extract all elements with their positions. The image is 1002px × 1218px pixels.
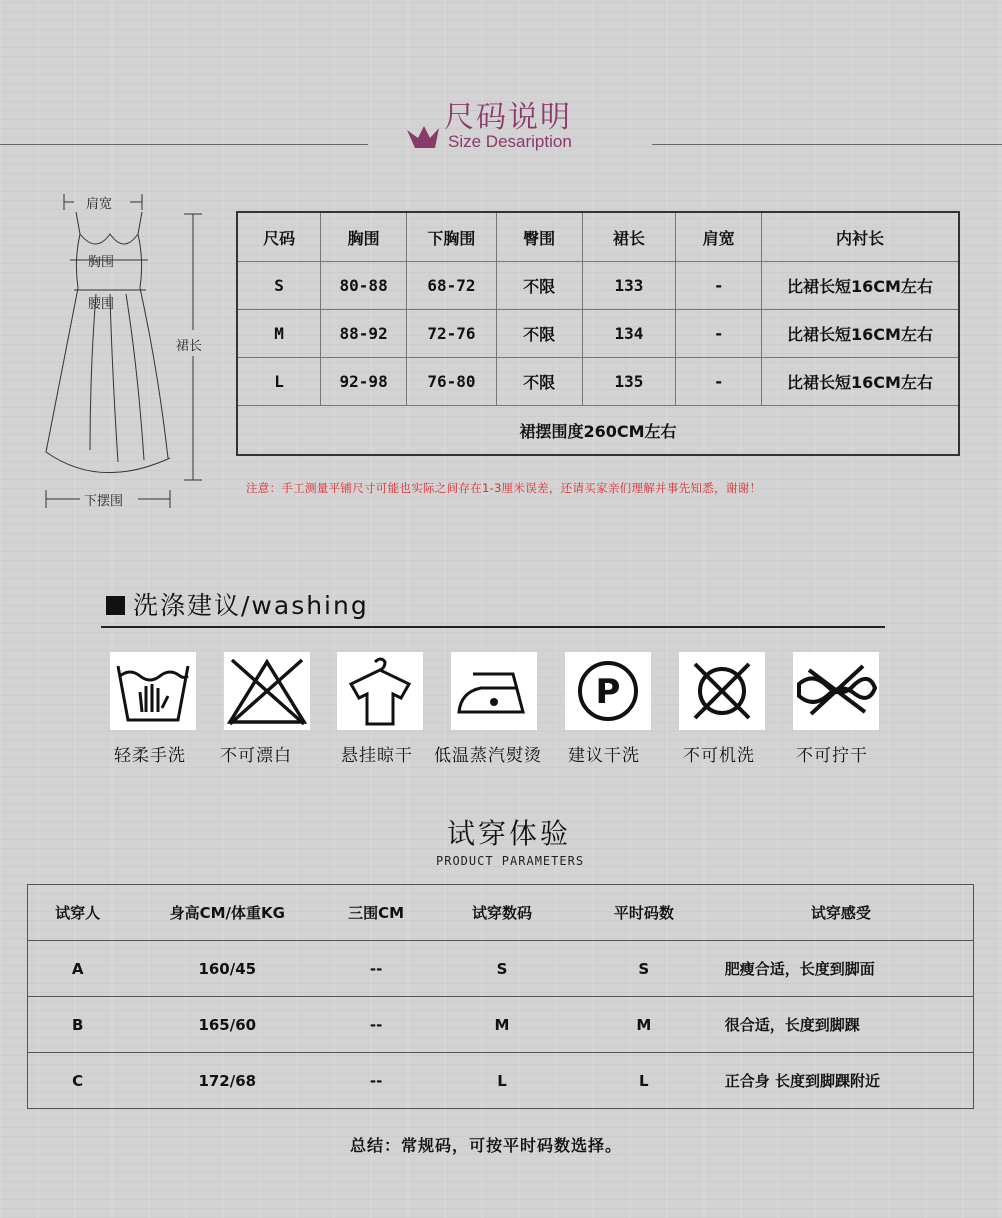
trial-header-cell: 身高CM/体重KG — [127, 885, 327, 941]
table-cell: L — [579, 1053, 709, 1109]
table-cell: 正合身 长度到脚踝附近 — [709, 1053, 974, 1109]
table-cell: M — [579, 997, 709, 1053]
size-header-cell: 下胸围 — [407, 212, 497, 262]
table-cell: L — [237, 358, 321, 406]
table-cell: -- — [327, 1053, 425, 1109]
square-bullet-icon — [106, 596, 125, 615]
size-header-cell: 裙长 — [582, 212, 676, 262]
table-cell: 76-80 — [407, 358, 497, 406]
washing-heading-text: 洗涤建议/washing — [133, 591, 369, 620]
label-hem: 下摆围 — [84, 494, 124, 509]
label-bust: 胸围 — [88, 255, 115, 270]
washing-label: 低温蒸汽熨烫 — [434, 746, 542, 766]
table-cell: B — [28, 997, 128, 1053]
table-cell: L — [425, 1053, 579, 1109]
trial-header-cell: 试穿数码 — [425, 885, 579, 941]
table-cell: 比裙长短16CM左右 — [762, 358, 960, 406]
hang-dry-icon — [337, 652, 423, 730]
table-cell: 92-98 — [321, 358, 407, 406]
table-cell: 88-92 — [321, 310, 407, 358]
trial-header-cell: 试穿感受 — [709, 885, 974, 941]
table-cell: - — [676, 262, 762, 310]
table-cell: 135 — [582, 358, 676, 406]
table-cell: 133 — [582, 262, 676, 310]
label-length: 裙长 — [176, 339, 203, 354]
trial-table-header — [28, 885, 974, 941]
washing-label: 不可拧干 — [796, 746, 868, 766]
dress-diagram — [40, 190, 220, 510]
table-cell: 68-72 — [407, 262, 497, 310]
size-table-header — [237, 212, 959, 262]
no-wring-icon — [793, 652, 879, 730]
trial-header-cell: 试穿人 — [28, 885, 128, 941]
trial-summary: 总结：常规码，可按平时码数选择。 — [350, 1136, 623, 1155]
table-cell: 72-76 — [407, 310, 497, 358]
table-row — [237, 262, 959, 310]
table-cell: C — [28, 1053, 128, 1109]
table-cell: 肥瘦合适，长度到脚面 — [709, 941, 974, 997]
measurement-note: 注意：手工测量平铺尺寸可能也实际之间存在1-3厘米误差，还请买家亲们理解并事先知悉，谢谢！ — [246, 481, 762, 495]
table-cell: 134 — [582, 310, 676, 358]
trial-title: 试穿体验 — [447, 817, 572, 850]
size-table — [236, 211, 960, 456]
table-cell: 很合适，长度到脚踝 — [709, 997, 974, 1053]
size-header-cell: 内衬长 — [762, 212, 960, 262]
crown-icon — [405, 124, 441, 152]
table-cell: 80-88 — [321, 262, 407, 310]
label-waist: 腰围 — [88, 297, 115, 312]
trial-table — [27, 884, 974, 1109]
table-row — [28, 941, 974, 997]
header-rule-left — [0, 144, 368, 145]
trial-header-cell: 平时码数 — [579, 885, 709, 941]
size-header-cell: 胸围 — [321, 212, 407, 262]
table-cell: M — [237, 310, 321, 358]
table-cell: 不限 — [496, 310, 582, 358]
no-machine-wash-icon — [679, 652, 765, 730]
table-row — [28, 1053, 974, 1109]
washing-label: 建议干洗 — [568, 746, 640, 766]
washing-label: 不可机洗 — [683, 746, 755, 766]
table-cell: -- — [327, 941, 425, 997]
trial-header-cell: 三围CM — [327, 885, 425, 941]
washing-heading — [106, 586, 369, 622]
page-title: 尺码说明 — [444, 100, 572, 135]
table-cell: - — [676, 310, 762, 358]
table-cell: S — [579, 941, 709, 997]
washing-divider — [101, 626, 885, 628]
size-header-cell: 尺码 — [237, 212, 321, 262]
table-cell: -- — [327, 997, 425, 1053]
washing-label: 轻柔手洗 — [114, 746, 186, 766]
page-subtitle: Size Desaription — [448, 132, 572, 151]
size-header-cell: 肩宽 — [676, 212, 762, 262]
svg-text:P: P — [595, 672, 621, 712]
table-cell: 不限 — [496, 358, 582, 406]
washing-label: 悬挂晾干 — [341, 746, 413, 766]
table-cell: 比裙长短16CM左右 — [762, 262, 960, 310]
table-cell: 172/68 — [127, 1053, 327, 1109]
table-cell: S — [425, 941, 579, 997]
size-header-cell: 臀围 — [496, 212, 582, 262]
table-cell: - — [676, 358, 762, 406]
table-cell: A — [28, 941, 128, 997]
table-cell: M — [425, 997, 579, 1053]
table-cell: 比裙长短16CM左右 — [762, 310, 960, 358]
table-cell: 不限 — [496, 262, 582, 310]
no-bleach-icon — [224, 652, 310, 730]
table-row — [28, 997, 974, 1053]
table-cell: 160/45 — [127, 941, 327, 997]
hand-wash-icon — [110, 652, 196, 730]
trial-subtitle: PRODUCT PARAMETERS — [436, 854, 585, 868]
label-shoulder: 肩宽 — [86, 197, 113, 212]
table-row — [237, 310, 959, 358]
table-row — [237, 358, 959, 406]
table-cell: 165/60 — [127, 997, 327, 1053]
hem-circumference-note: 裙摆围度260CM左右 — [237, 406, 959, 456]
dry-clean-icon — [565, 652, 651, 730]
washing-label: 不可漂白 — [220, 746, 292, 766]
header-rule-right — [652, 144, 1002, 145]
low-iron-icon — [451, 652, 537, 730]
size-table-footer — [237, 406, 959, 456]
table-cell: S — [237, 262, 321, 310]
